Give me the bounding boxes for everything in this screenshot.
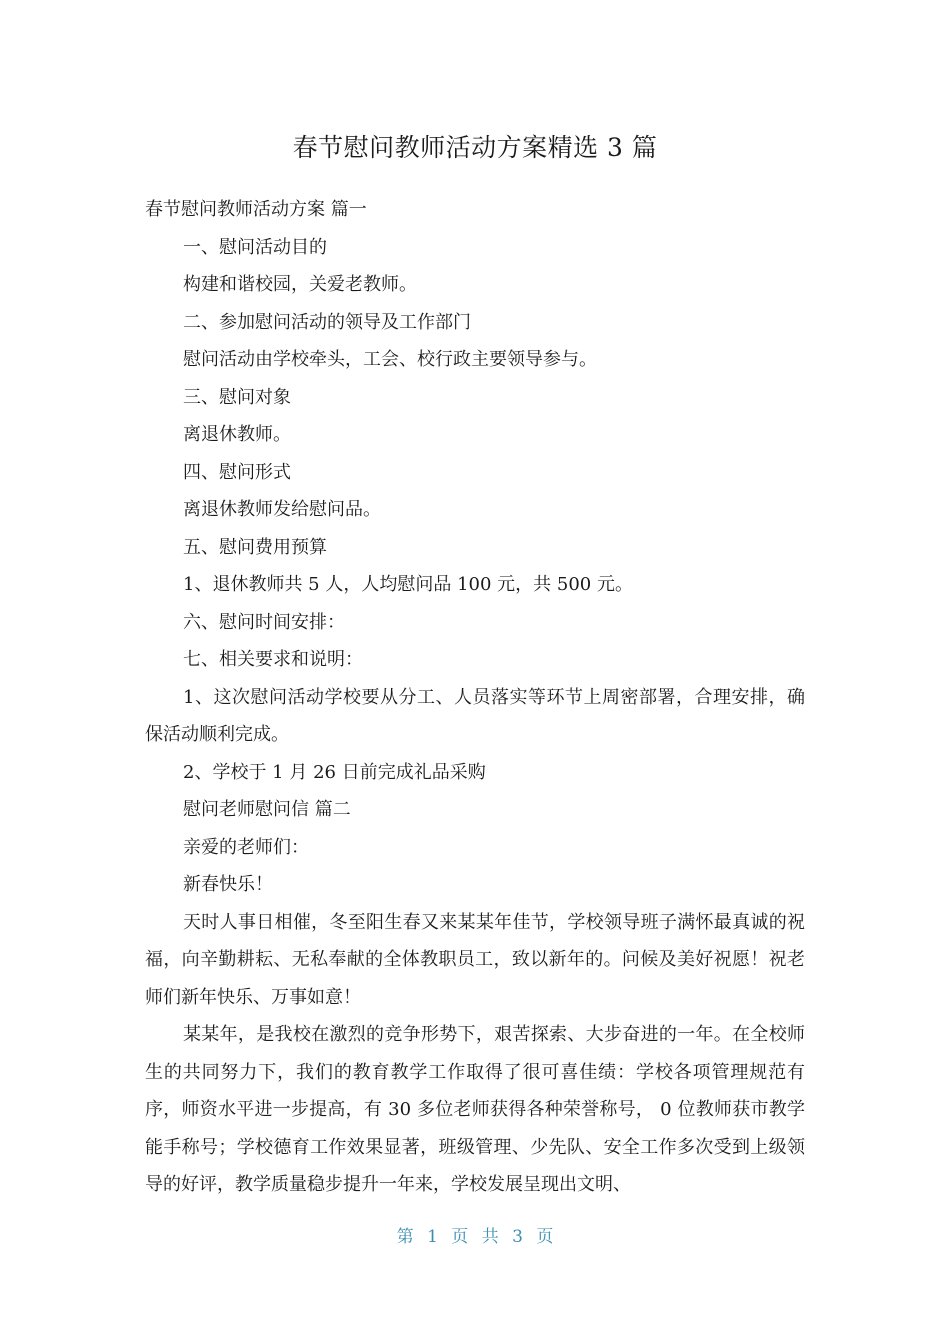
paragraph: 1、退休教师共 5 人，人均慰问品 100 元，共 500 元。 <box>183 574 633 595</box>
paragraph: 五、慰问费用预算 <box>183 536 327 558</box>
paragraph: 构建和谐校园，关爱老教师。 <box>183 274 417 295</box>
paragraph: 六、慰问时间安排： <box>183 611 345 633</box>
section-heading-1: 春节慰问教师活动方案 篇一 <box>145 199 367 220</box>
document-body <box>145 191 805 1204</box>
paragraph: 亲爱的老师们： <box>183 836 309 858</box>
paragraph: 慰问活动由学校牵头，工会、校行政主要领导参与。 <box>183 349 597 370</box>
page-footer: 第 1 页 共 3 页 <box>396 1227 554 1247</box>
paragraph: 离退休教师发给慰问品。 <box>183 499 381 520</box>
paragraph: 二、参加慰问活动的领导及工作部门 <box>183 311 471 333</box>
paragraph: 1、这次慰问活动学校要从分工、人员落实等环节上周密部署，合理安排，确保活动顺利完成。 <box>145 686 805 745</box>
document-title: 春节慰问教师活动方案精选 3 篇 <box>292 133 658 162</box>
section-heading-2: 慰问老师慰问信 篇二 <box>183 799 351 820</box>
paragraph: 七、相关要求和说明： <box>183 649 363 670</box>
paragraph: 四、慰问形式 <box>183 461 291 483</box>
paragraph: 天时人事日相催，冬至阳生春又来某某年佳节，学校领导班子满怀最真诚的祝福，向辛勤耕耘、无私奉献的全体教职员工，致以新年的。问候及美好祝愿！祝老师们新年快乐、万事如意！ <box>145 911 805 1008</box>
paragraph: 某某年，是我校在激烈的竞争形势下，艰苦探索、大步奋进的一年。在全校师生的共同努力下，我们的教育教学工作取得了很可喜佳绩：学校各项管理规范有序，师资水平进一步提高，有 30 多位老师获得各种荣誉称号， 0 位教师获市教学能手称号；学校德育工作效果显著，班级管理、少先队、安全工作多次受到上级领导的好评，教学质量稳步提升一年来，学校发展呈现出文明、 <box>145 1024 805 1195</box>
paragraph: 2、学校于 1 月 26 日前完成礼品采购 <box>183 761 486 783</box>
paragraph: 新春快乐！ <box>183 874 273 895</box>
paragraph: 三、慰问对象 <box>183 386 291 408</box>
paragraph: 一、慰问活动目的 <box>183 236 327 258</box>
paragraph: 离退休教师。 <box>183 424 291 445</box>
